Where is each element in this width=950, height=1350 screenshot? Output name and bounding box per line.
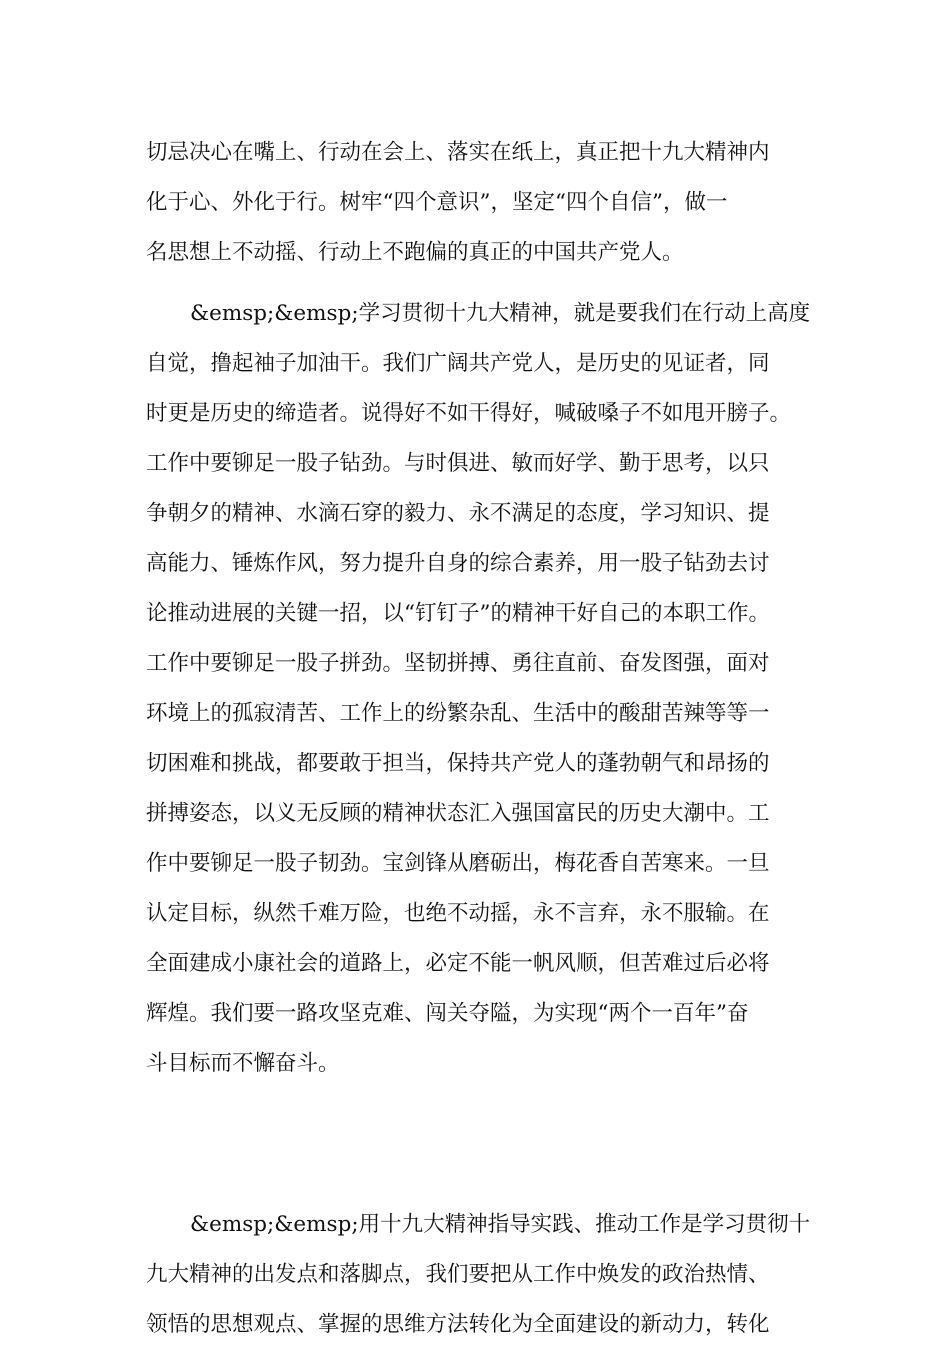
text-line: &emsp;&emsp;用十九大精神指导实践、推动工作是学习贯彻十 (190, 1212, 811, 1237)
text-line: 斗目标而不懈奋斗。 (146, 1051, 340, 1076)
text-line: 环境上的孤寂清苦、工作上的纷繁杂乱、生活中的酸甜苦辣等等一 (146, 701, 770, 726)
document-body (146, 128, 814, 1350)
text-line: 九大精神的出发点和落脚点，我们要把从工作中焕发的政治热情、 (146, 1262, 770, 1287)
text-line: 论推动进展的关键一招，以“钉钉子”的精神干好自己的本职工作。 (146, 601, 770, 626)
text-line (146, 1089, 814, 1139)
text-line: 辉煌。我们要一路攻坚克难、闯关夺隘，为实现“两个一百年”奋 (146, 1001, 749, 1026)
text-line: 自觉，撸起袖子加油干。我们广阔共产党人，是历史的见证者，同 (146, 351, 770, 376)
text-line: 名思想上不动摇、行动上不跑偏的真正的中国共产党人。 (146, 240, 684, 265)
text-line: 认定目标，纵然千难万险，也绝不动摇，永不言弃，永不服输。在 (146, 901, 770, 926)
text-line: 切忌决心在嘴上、行动在会上、落实在纸上，真正把十九大精神内 (146, 140, 770, 165)
text-line: 时更是历史的缔造者。说得好不如干得好，喊破嗓子不如甩开膀子。 (146, 401, 792, 426)
paragraph-spacer (146, 1189, 814, 1200)
text-line: 高能力、锤炼作风，努力提升自身的综合素养，用一股子钻劲去讨 (146, 551, 770, 576)
paragraph-3 (146, 1200, 814, 1350)
text-line: 工作中要铆足一股子钻劲。与时俱进、敏而好学、勤于思考，以只 (146, 451, 770, 476)
paragraph-1 (146, 128, 814, 278)
text-line (146, 1139, 814, 1189)
text-line: 作中要铆足一股子韧劲。宝剑锋从磨砺出，梅花香自苦寒来。一旦 (146, 851, 770, 876)
text-line: 争朝夕的精神、水滴石穿的毅力、永不满足的态度，学习知识、提 (146, 501, 770, 526)
text-line: 拼搏姿态，以义无反顾的精神状态汇入强国富民的历史大潮中。工 (146, 801, 770, 826)
text-line: 切困难和挑战，都要敢于担当，保持共产党人的蓬勃朝气和昂扬的 (146, 751, 770, 776)
text-line: &emsp;&emsp;学习贯彻十九大精神，就是要我们在行动上高度 (190, 301, 811, 326)
text-line: 领悟的思想观点、掌握的思维方法转化为全面建设的新动力，转化 (146, 1312, 770, 1337)
text-line: 工作中要铆足一股子拼劲。坚韧拼搏、勇往直前、奋发图强，面对 (146, 651, 770, 676)
paragraph-spacer (146, 278, 814, 289)
text-line: 全面建成小康社会的道路上，必定不能一帆风顺，但苦难过后必将 (146, 951, 770, 976)
paragraph-2 (146, 289, 814, 1189)
text-line: 化于心、外化于行。树牢“四个意识”，坚定“四个自信”，做一 (146, 190, 728, 215)
